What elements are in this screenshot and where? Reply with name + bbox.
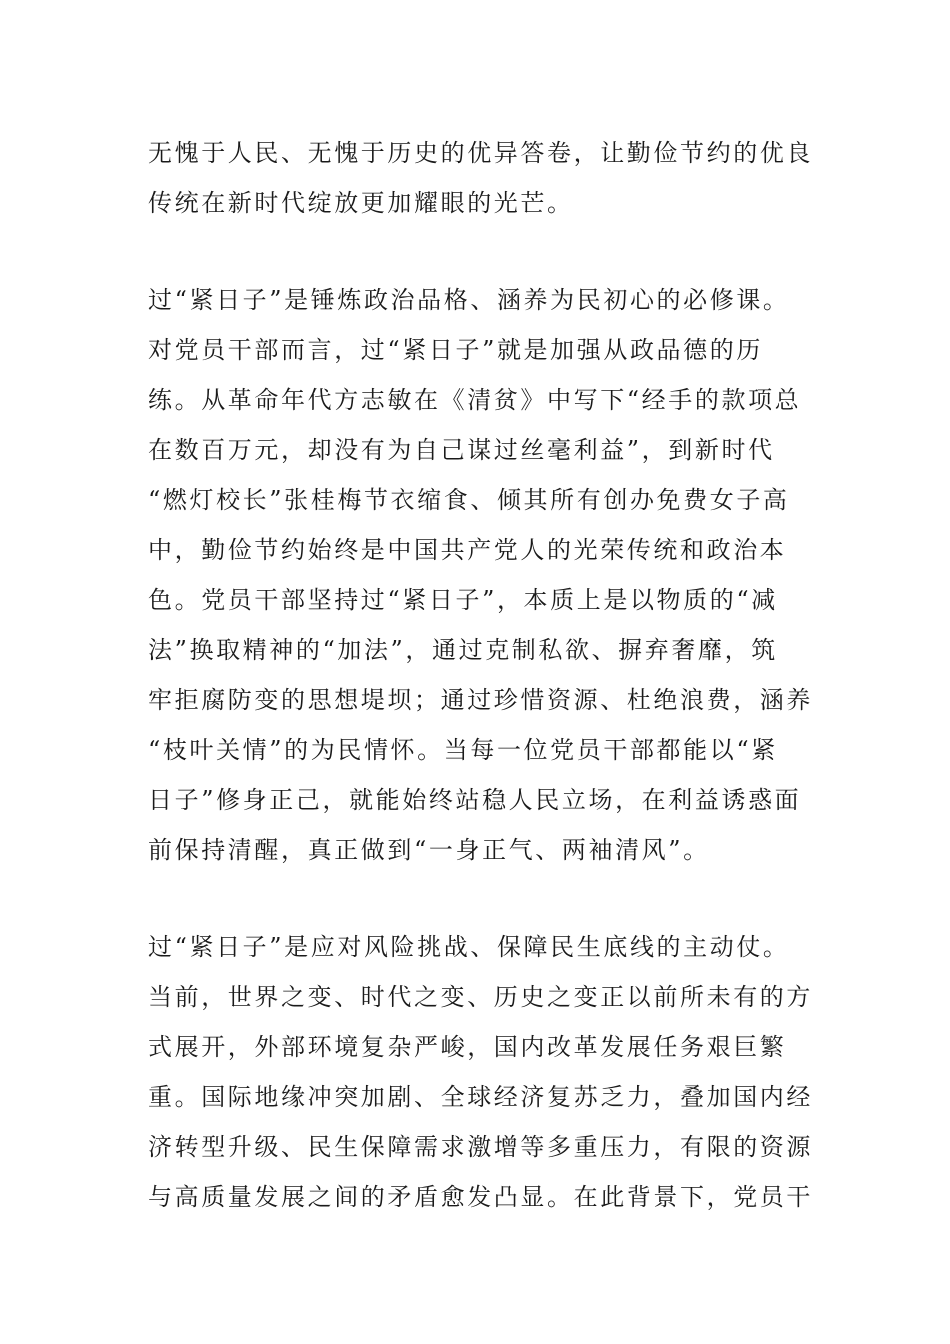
text-line: 对党员干部而言，过“紧日子”就是加强从政品德的历 [148, 336, 763, 364]
text-line: 色。党员干部坚持过“紧日子”，本质上是以物质的“减 [148, 586, 778, 614]
text-line: 传统在新时代绽放更加耀眼的光芒。 [148, 189, 574, 217]
text-line: 当前，世界之变、时代之变、历史之变正以前所未有的方 [148, 983, 813, 1011]
text-line: 练。从革命年代方志敏在《清贫》中写下“经手的款项总 [148, 386, 802, 414]
text-line: 无愧于人民、无愧于历史的优异答卷，让勤俭节约的优良 [148, 139, 813, 167]
paragraph-3 [148, 922, 813, 1222]
text-line: 牢拒腐防变的思想堤坝；通过珍惜资源、杜绝浪费，涵养 [148, 686, 813, 714]
text-line: 前保持清醒，真正做到“一身正气、两袖清风”。 [148, 836, 710, 864]
text-line: 日子”修身正己，就能始终站稳人民立场，在利益诱惑面 [148, 786, 802, 814]
text-line: 与高质量发展之间的矛盾愈发凸显。在此背景下，党员干 [148, 1183, 813, 1211]
text-line: “枝叶关情”的为民情怀。当每一位党员干部都能以“紧 [148, 736, 778, 764]
text-line: 法”换取精神的“加法”，通过克制私欲、摒弃奢靡，筑 [148, 636, 778, 664]
text-line: 中，勤俭节约始终是中国共产党人的光荣传统和政治本 [148, 536, 787, 564]
text-line: “燃灯校长”张桂梅节衣缩食、倾其所有创办免费女子高 [148, 486, 790, 514]
text-line: 济转型升级、民生保障需求激增等多重压力，有限的资源 [148, 1133, 813, 1161]
paragraph-1 [148, 128, 813, 228]
text-line: 过“紧日子”是锤炼政治品格、涵养为民初心的必修课。 [148, 286, 790, 314]
text-line: 重。国际地缘冲突加剧、全球经济复苏乏力，叠加国内经 [148, 1083, 813, 1111]
paragraph-2 [148, 275, 813, 875]
text-line: 过“紧日子”是应对风险挑战、保障民生底线的主动仗。 [148, 933, 790, 961]
text-line: 在数百万元，却没有为自己谋过丝毫利益”，到新时代 [148, 436, 775, 464]
text-line: 式展开，外部环境复杂严峻，国内改革发展任务艰巨繁 [148, 1033, 787, 1061]
